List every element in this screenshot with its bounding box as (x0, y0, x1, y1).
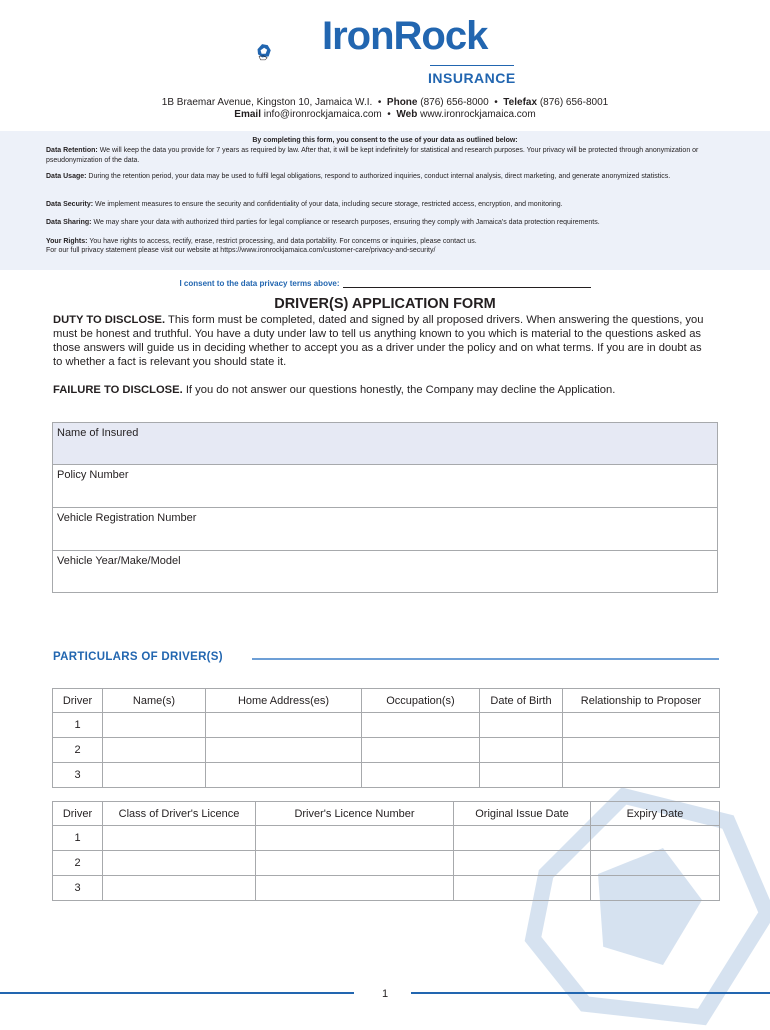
consent-agree-label: I consent to the data privacy terms above: (179, 279, 340, 288)
table-cell-input[interactable] (591, 876, 720, 901)
consent-signature-field[interactable] (343, 279, 591, 288)
col-header: Expiry Date (591, 802, 720, 826)
table-cell-input[interactable] (362, 738, 480, 763)
name-of-insured-field[interactable] (52, 422, 718, 465)
duty-text: This form must be completed, dated and signed by all proposed drivers. When answering the questions, you must be honest and truthful. You have a duty under law to tell us anything known to you which is material to the questions asked as those answers will guide us in deciding whether to accept you as a driver under the policy and on what terms. If you are in doubt as to whether a fact is relevant you should state it. (53, 314, 704, 368)
vehicle-year-make-model-field[interactable] (52, 550, 718, 593)
table-cell-input[interactable] (362, 763, 480, 788)
field-label: Vehicle Year/Make/Model (57, 555, 181, 567)
table-cell-input[interactable] (103, 876, 256, 901)
col-header: Occupation(s) (362, 689, 480, 713)
consent-item (46, 218, 736, 228)
table-cell-input[interactable] (103, 713, 206, 738)
footer-rule-left (0, 992, 354, 994)
consent-item-label: Data Sharing: (46, 219, 92, 226)
field-label: Policy Number (57, 469, 129, 481)
driver-number: 3 (53, 763, 103, 788)
table-cell-input[interactable] (591, 826, 720, 851)
licence-table (52, 801, 720, 901)
page-number: 1 (381, 988, 389, 1000)
consent-signature (0, 279, 770, 288)
col-header: Driver (53, 689, 103, 713)
table-cell-input[interactable] (103, 763, 206, 788)
col-header: Driver (53, 802, 103, 826)
table-cell-input[interactable] (103, 851, 256, 876)
table-cell-input[interactable] (563, 738, 720, 763)
consent-item-label: Your Rights: (46, 238, 88, 245)
table-cell-input[interactable] (103, 738, 206, 763)
brand-name: IronRock (322, 14, 488, 58)
consent-item-text: During the retention period, your data may be used to fulfil legal obligations, respond to authorized inquiries, conduct internal analysis, direct marketing, and generate anonymized statistics. (88, 173, 671, 180)
duty-label: DUTY TO DISCLOSE. (53, 314, 166, 326)
ironrock-logo-icon (256, 14, 322, 88)
table-header-row (53, 802, 720, 826)
table-cell-input[interactable] (591, 851, 720, 876)
web-link[interactable]: www.ironrockjamaica.com (420, 109, 536, 120)
section-divider (252, 658, 719, 660)
driver-number: 2 (53, 738, 103, 763)
email-link[interactable]: info@ironrockjamaica.com (263, 109, 382, 120)
policy-number-field[interactable] (52, 464, 718, 508)
footer-rule-right (411, 992, 770, 994)
col-header: Original Issue Date (454, 802, 591, 826)
driver-number: 1 (53, 826, 103, 851)
table-cell-input[interactable] (206, 713, 362, 738)
col-header: Class of Driver's Licence (103, 802, 256, 826)
consent-item-label: Data Usage: (46, 173, 87, 180)
table-cell-input[interactable] (256, 876, 454, 901)
email-label: Email (234, 109, 261, 120)
table-row (53, 851, 720, 876)
form-title: DRIVER(S) APPLICATION FORM (274, 296, 496, 312)
address: 1B Braemar Avenue, Kingston 10, Jamaica W.I. (161, 97, 373, 108)
consent-item (46, 172, 736, 182)
table-header-row (53, 689, 720, 713)
table-cell-input[interactable] (563, 713, 720, 738)
consent-item-label: Data Security: (46, 201, 94, 208)
table-row (53, 763, 720, 788)
table-cell-input[interactable] (480, 763, 563, 788)
table-row (53, 738, 720, 763)
vehicle-registration-field[interactable] (52, 507, 718, 551)
logo-divider (430, 65, 514, 66)
col-header: Home Address(es) (206, 689, 362, 713)
col-header: Driver's Licence Number (256, 802, 454, 826)
consent-item-text: We may share your data with authorized third parties for legal compliance or research purposes, ensuring they comply with Jamaica's data protection requirements. (93, 219, 600, 226)
particulars-heading: PARTICULARS OF DRIVER(S) (53, 651, 223, 663)
consent-item (46, 200, 736, 210)
driver-number: 1 (53, 713, 103, 738)
table-cell-input[interactable] (563, 763, 720, 788)
col-header: Relationship to Proposer (563, 689, 720, 713)
driver-number: 2 (53, 851, 103, 876)
table-row (53, 826, 720, 851)
table-cell-input[interactable] (206, 763, 362, 788)
fax-label: Telefax (503, 97, 538, 108)
table-row (53, 713, 720, 738)
field-label: Name of Insured (57, 427, 139, 439)
phone: (876) 656-8000 (420, 97, 489, 108)
table-cell-input[interactable] (256, 851, 454, 876)
table-cell-input[interactable] (103, 826, 256, 851)
table-cell-input[interactable] (480, 738, 563, 763)
table-cell-input[interactable] (206, 738, 362, 763)
consent-item-label: Data Retention: (46, 147, 98, 154)
field-label: Vehicle Registration Number (57, 512, 197, 524)
web-label: Web (396, 109, 418, 120)
contact-line (0, 109, 770, 120)
table-cell-input[interactable] (362, 713, 480, 738)
consent-item-text: We will keep the data you provide for 7 years as required by law. After that, it will be kept indefinitely for statistical and research purposes. Your privacy will be protected through anonymization or pseudonymization of the data. (46, 147, 699, 164)
driver-number: 3 (53, 876, 103, 901)
duty-paragraph (53, 313, 713, 369)
consent-footer: For our full privacy statement please visit our website at https://www.ironrockjamaica.com/customer-care/privacy-and-security/ (46, 247, 436, 254)
table-cell-input[interactable] (480, 713, 563, 738)
phone-label: Phone (386, 97, 418, 108)
failure-text: If you do not answer our questions honestly, the Company may decline the Application. (185, 384, 616, 396)
fax: (876) 656-8001 (539, 97, 609, 108)
privacy-consent-box (0, 131, 770, 270)
failure-label: FAILURE TO DISCLOSE. (53, 384, 183, 396)
drivers-table (52, 688, 720, 788)
col-header: Date of Birth (480, 689, 563, 713)
table-cell-input[interactable] (256, 826, 454, 851)
consent-item (46, 146, 736, 165)
table-cell-input[interactable] (454, 826, 591, 851)
sep: • (377, 97, 382, 108)
address-line (0, 97, 770, 108)
table-cell-input[interactable] (454, 851, 591, 876)
col-header: Name(s) (103, 689, 206, 713)
consent-heading: By completing this form, you consent to the use of your data as outlined below: (252, 137, 518, 144)
consent-item-text: You have rights to access, rectify, erase, restrict processing, and data portability. For concerns or inquiries, please contact us. (89, 238, 477, 245)
sep: • (494, 97, 498, 108)
failure-paragraph (53, 383, 713, 397)
brand-sub: INSURANCE (428, 70, 516, 86)
table-row (53, 876, 720, 901)
sep: • (387, 109, 391, 120)
consent-item-text: We implement measures to ensure the security and confidentiality of your data, including secure storage, restricted access, encryption, and monitoring. (95, 201, 563, 208)
table-cell-input[interactable] (454, 876, 591, 901)
